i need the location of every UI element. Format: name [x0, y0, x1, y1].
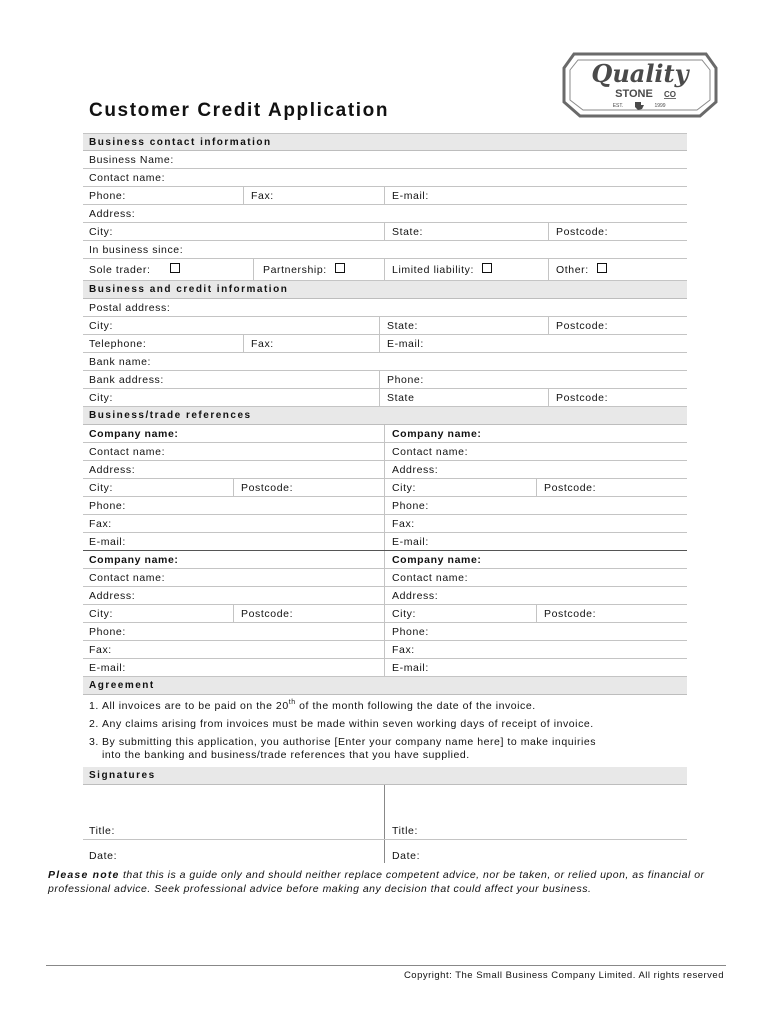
logo-co: CO: [664, 90, 676, 99]
reference-fax-row: [83, 641, 687, 659]
note-text: that this is a guide only and should neither replace competent advice, nor be taken, or relied upon, as financial or professional advice. Seek professional advice before making any decision that could affect your business.: [48, 869, 705, 895]
reference-fax-label: Fax:: [89, 643, 112, 656]
postcode-label: Postcode:: [556, 319, 609, 332]
bank-name-row[interactable]: [83, 353, 687, 371]
address-label: Address:: [89, 207, 136, 220]
reference-contact-name-label: Contact name:: [89, 571, 166, 584]
section-header-contact: [83, 133, 687, 151]
reference-email-row: [83, 533, 687, 551]
bank-address-row: [83, 371, 687, 389]
reference-contact-name-row: [83, 569, 687, 587]
reference-city-row: [83, 605, 687, 623]
reference-address-label: Address:: [392, 463, 439, 476]
email-label: E-mail:: [387, 337, 424, 350]
reference-address-label: Address:: [89, 589, 136, 602]
phone-label: Phone:: [387, 373, 424, 386]
reference-postcode-label: Postcode:: [544, 607, 597, 620]
footer-divider: [46, 965, 726, 966]
reference-company-name-label: Company name:: [89, 553, 179, 566]
limited-liability-label: Limited liability:: [392, 263, 474, 276]
quality-stone-logo: [560, 48, 720, 120]
sole-trader-checkbox[interactable]: [170, 263, 180, 273]
reference-phone-label: Phone:: [89, 625, 126, 638]
reference-postcode-label: Postcode:: [241, 607, 294, 620]
reference-email-label: E-mail:: [89, 535, 126, 548]
reference-phone-row: [83, 623, 687, 641]
reference-address-row: [83, 461, 687, 479]
reference-phone-row: [83, 497, 687, 515]
fax-label: Fax:: [251, 337, 274, 350]
business-name-row[interactable]: [83, 151, 687, 169]
partnership-label: Partnership:: [263, 263, 327, 276]
section-title: Business and credit information: [89, 284, 289, 295]
limited-liability-checkbox[interactable]: [482, 263, 492, 273]
section-title: Business/trade references: [89, 410, 252, 421]
copyright-text: Copyright: The Small Business Company Limited. All rights reserved: [403, 970, 724, 981]
logo-est-year: 1999: [654, 103, 666, 109]
reference-contact-name-label: Contact name:: [392, 445, 469, 458]
date-label: Date:: [392, 850, 421, 862]
signature-date-row[interactable]: [83, 840, 687, 863]
contact-name-label: Contact name:: [89, 171, 166, 184]
reference-email-label: E-mail:: [89, 661, 126, 674]
reference-company-name-row: [83, 551, 687, 569]
reference-fax-row: [83, 515, 687, 533]
section-header-agreement: [83, 677, 687, 695]
postcode-label: Postcode:: [556, 391, 609, 404]
city-label: City:: [89, 319, 113, 332]
state-label: State:: [392, 225, 424, 238]
page-title: Customer Credit Application: [89, 100, 390, 121]
logo-wordmark: Quality: [591, 59, 689, 88]
other-checkbox[interactable]: [597, 263, 607, 273]
postcode-label: Postcode:: [556, 225, 609, 238]
section-header-credit: [83, 281, 687, 299]
section-title: Agreement: [89, 680, 155, 691]
reference-email-label: E-mail:: [392, 661, 429, 674]
reference-phone-label: Phone:: [392, 625, 429, 638]
reference-company-name-label: Company name:: [392, 427, 482, 440]
reference-address-row: [83, 587, 687, 605]
bank-name-label: Bank name:: [89, 355, 152, 368]
city-label: City:: [89, 225, 113, 238]
note-lead: Please note: [48, 869, 120, 881]
reference-company-name-label: Company name:: [89, 427, 179, 440]
reference-phone-label: Phone:: [392, 499, 429, 512]
reference-postcode-label: Postcode:: [544, 481, 597, 494]
signature-title-row[interactable]: [83, 785, 687, 840]
fax-label: Fax:: [251, 189, 274, 202]
partnership-checkbox[interactable]: [335, 263, 345, 273]
reference-contact-name-label: Contact name:: [392, 571, 469, 584]
title-label: Title:: [392, 825, 418, 837]
logo-subtitle: STONE: [615, 88, 653, 100]
title-label: Title:: [89, 825, 115, 837]
other-label: Other:: [556, 263, 589, 276]
state-label: State:: [387, 319, 419, 332]
email-label: E-mail:: [392, 189, 429, 202]
state-label: State: [387, 391, 415, 404]
phone-label: Phone:: [89, 189, 126, 202]
address-row[interactable]: [83, 205, 687, 223]
credit-application-form: [83, 133, 687, 863]
agreement-item-1: 1. All invoices are to be paid on the 20th of the month following the date of the invoice.: [89, 698, 536, 712]
contact-name-row[interactable]: [83, 169, 687, 187]
reference-city-row: [83, 479, 687, 497]
agreement-terms: [83, 695, 687, 767]
reference-fax-label: Fax:: [392, 643, 415, 656]
reference-fax-label: Fax:: [392, 517, 415, 530]
logo-est: EST.: [612, 103, 624, 109]
reference-city-label: City:: [392, 481, 416, 494]
in-business-since-row[interactable]: [83, 241, 687, 259]
section-header-references: [83, 407, 687, 425]
city-row: [83, 223, 687, 241]
credit-city-row: [83, 317, 687, 335]
reference-phone-label: Phone:: [89, 499, 126, 512]
reference-postcode-label: Postcode:: [241, 481, 294, 494]
sole-trader-label: Sole trader:: [89, 263, 151, 276]
telephone-row: [83, 335, 687, 353]
reference-address-label: Address:: [89, 463, 136, 476]
reference-contact-name-row: [83, 443, 687, 461]
postal-address-label: Postal address:: [89, 301, 171, 314]
phone-row: [83, 187, 687, 205]
business-type-row: [83, 259, 687, 281]
section-header-signatures: [83, 767, 687, 785]
reference-address-label: Address:: [392, 589, 439, 602]
section-title: Signatures: [89, 770, 156, 781]
telephone-label: Telephone:: [89, 337, 147, 350]
postal-address-row[interactable]: [83, 299, 687, 317]
reference-city-label: City:: [89, 607, 113, 620]
reference-email-row: [83, 659, 687, 677]
agreement-item-3: 3. By submitting this application, you authorise [Enter your company name here] to make inquiries into the banking and business/trade references that you have supplied.: [89, 736, 597, 761]
bank-city-row: [83, 389, 687, 407]
bank-address-label: Bank address:: [89, 373, 164, 386]
reference-company-name-label: Company name:: [392, 553, 482, 566]
reference-city-label: City:: [392, 607, 416, 620]
reference-company-name-row: [83, 425, 687, 443]
section-title: Business contact information: [89, 136, 272, 148]
in-business-since-label: In business since:: [89, 243, 184, 256]
business-name-label: Business Name:: [89, 153, 174, 166]
disclaimer-note: [48, 868, 728, 896]
reference-fax-label: Fax:: [89, 517, 112, 530]
agreement-item-2: 2. Any claims arising from invoices must be made within seven working days of receipt of invoice.: [89, 718, 594, 730]
date-label: Date:: [89, 850, 118, 862]
city-label: City:: [89, 391, 113, 404]
reference-city-label: City:: [89, 481, 113, 494]
reference-rows: [83, 425, 687, 677]
reference-contact-name-label: Contact name:: [89, 445, 166, 458]
reference-email-label: E-mail:: [392, 535, 429, 548]
